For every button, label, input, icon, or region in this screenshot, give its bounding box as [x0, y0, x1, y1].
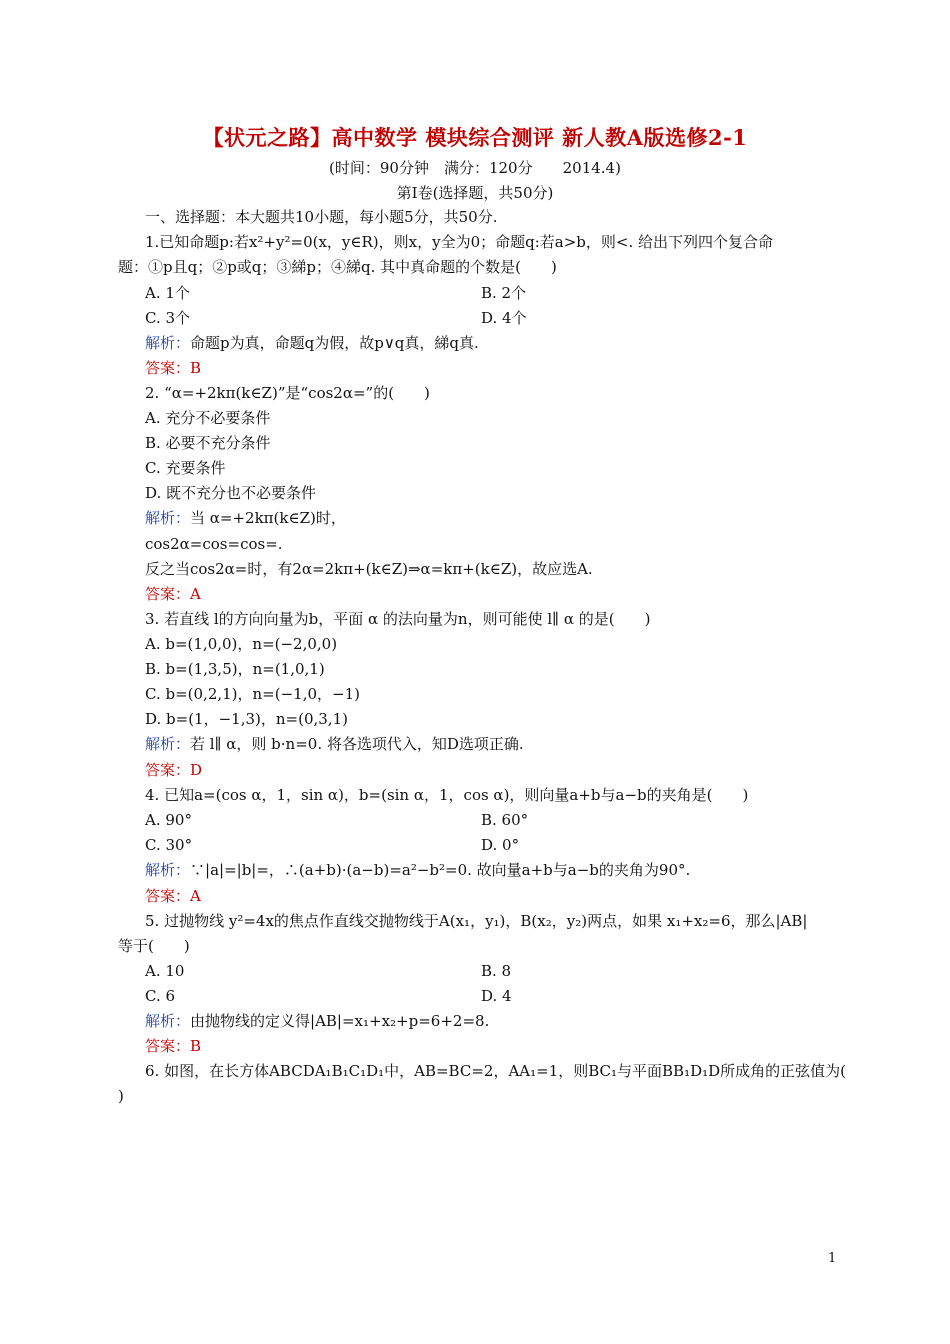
q5-option-a: A. 10: [145, 962, 185, 980]
q3-option-d: D. b=(1，−1,3)，n=(0,3,1): [145, 710, 348, 728]
question-5-line-2: 等于( ): [118, 937, 190, 955]
q2-option-a: A. 充分不必要条件: [145, 409, 271, 427]
q2-option-b: B. 必要不充分条件: [145, 434, 271, 452]
question-6-line-1: 6. 如图，在长方体ABCDA₁B₁C₁D₁中，AB=BC=2，AA₁=1，则BC₁与平面BB₁D₁D所成角的正弦值为(: [145, 1062, 847, 1080]
q2-option-c: C. 充要条件: [145, 459, 226, 477]
question-1-line-1: 1.已知命题p:若x²+y²=0(x，y∈R)，则x，y全为0；命题q:若a>b，则<. 给出下列四个复合命: [145, 233, 773, 251]
q4-solution: [145, 860, 690, 880]
question-6-line-2: ): [118, 1087, 124, 1105]
q1-solution: [145, 333, 479, 353]
q3-option-a: A. b=(1,0,0)，n=(−2,0,0): [145, 635, 338, 653]
solution-text: 由抛物线的定义得|AB|=x₁+x₂+p=6+2=8.: [190, 1012, 490, 1030]
q2-option-d: D. 既不充分也不必要条件: [145, 484, 317, 502]
solution-text: 当 α=+2kπ(k∈Z)时，: [190, 509, 346, 527]
q2-solution-line-3: 反之当cos2α=时，有2α=2kπ+(k∈Z)⇒α=kπ+(k∈Z)，故应选A.: [145, 560, 593, 578]
question-1-line-2: 题：①p且q；②p或q；③綈p；④綈q. 其中真命题的个数是( ): [118, 258, 557, 276]
q5-option-c: C. 6: [145, 987, 176, 1005]
solution-text: 若 l∥ α，则 b·n=0. 将各选项代入，知D选项正确.: [190, 735, 524, 753]
q5-option-b: B. 8: [481, 962, 512, 980]
q3-option-c: C. b=(0,2,1)，n=(−1,0，−1): [145, 685, 360, 703]
section-heading: 第Ⅰ卷(选择题，共50分): [396, 184, 554, 202]
solution-text: 命题p为真，命题q为假，故p∨q真，綈q真.: [190, 334, 479, 352]
q1-option-b: B. 2个: [481, 284, 527, 302]
q4-answer: 答案：A: [145, 887, 201, 905]
q3-option-b: B. b=(1,3,5)，n=(1,0,1): [145, 660, 325, 678]
q4-option-b: B. 60°: [481, 811, 529, 829]
document-title: 【状元之路】高中数学 模块综合测评 新人教A版选修2-1: [202, 125, 748, 150]
question-2: 2. “α=+2kπ(k∈Z)”是“cos2α=”的( ): [145, 384, 430, 402]
solution-label: 解析：: [145, 861, 191, 879]
solution-label: 解析：: [145, 735, 191, 753]
q2-solution-line-2: cos2α=cos=cos=.: [145, 535, 283, 553]
q2-solution: [145, 508, 346, 528]
solution-text: ∵|a|=|b|=，∴(a+b)·(a−b)=a²−b²=0. 故向量a+b与a−b的夹角为90°.: [190, 861, 691, 879]
solution-label: 解析：: [145, 334, 191, 352]
q3-solution: [145, 734, 524, 754]
q5-option-d: D. 4: [481, 987, 512, 1005]
solution-label: 解析：: [145, 1012, 191, 1030]
question-4: 4. 已知a=(cos α，1，sin α)，b=(sin α，1，cos α)，则向量a+b与a−b的夹角是( ): [145, 786, 749, 804]
q4-option-d: D. 0°: [481, 836, 520, 854]
q2-answer: 答案：A: [145, 585, 201, 603]
solution-label: 解析：: [145, 509, 191, 527]
exam-meta: (时间：90分钟 满分：120分 2014.4): [329, 159, 621, 177]
q3-answer: 答案：D: [145, 761, 203, 779]
question-3: 3. 若直线 l的方向向量为b，平面 α 的法向量为n，则可能使 l∥ α 的是( ): [145, 610, 651, 628]
q4-option-c: C. 30°: [145, 836, 193, 854]
q1-answer: 答案：B: [145, 359, 202, 377]
instruction-line: 一、选择题：本大题共10小题，每小题5分，共50分.: [145, 208, 498, 226]
q1-option-c: C. 3个: [145, 309, 191, 327]
question-5-line-1: 5. 过抛物线 y²=4x的焦点作直线交抛物线于A(x₁，y₁)，B(x₂，y₂)两点，如果 x₁+x₂=6，那么|AB|: [145, 912, 808, 930]
q4-option-a: A. 90°: [145, 811, 192, 829]
q1-option-d: D. 4个: [481, 309, 527, 327]
q1-option-a: A. 1个: [145, 284, 190, 302]
q5-answer: 答案：B: [145, 1037, 202, 1055]
q5-solution: [145, 1011, 489, 1031]
page-number: 1: [828, 1251, 837, 1266]
